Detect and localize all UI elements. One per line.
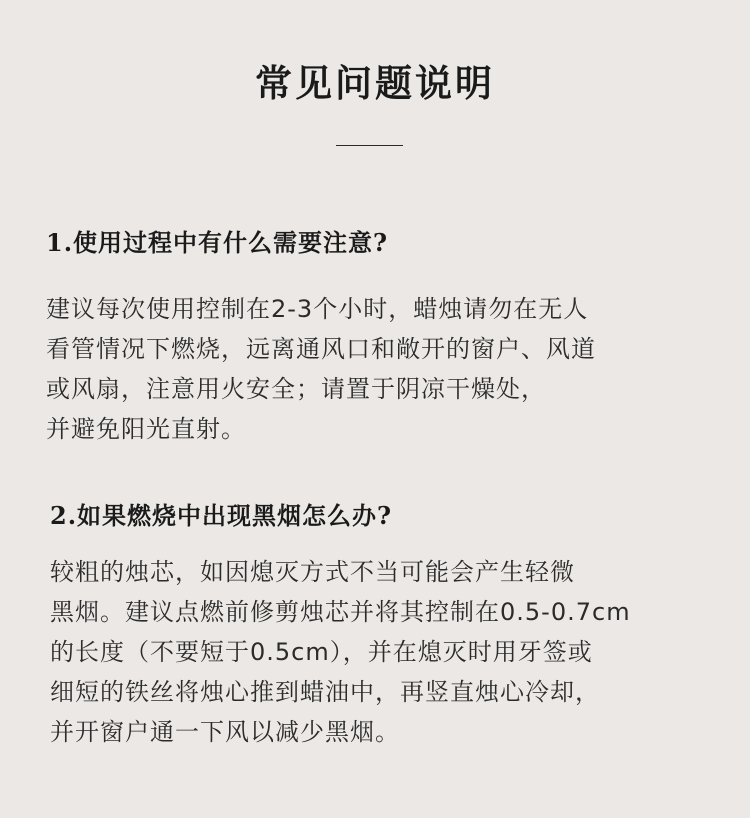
faq-question-1: 1.使用过程中有什么需要注意?: [46, 228, 389, 257]
answer-line: 或风扇，注意用火安全；请置于阴凉干燥处，: [46, 375, 546, 403]
answer-line: 看管情况下燃烧，远离通风口和敞开的窗户、风道: [46, 335, 596, 363]
answer-line: 并开窗户通一下风以减少黑烟。: [50, 718, 400, 746]
answer-line: 建议每次使用控制在2-3个小时，蜡烛请勿在无人: [46, 295, 589, 323]
answer-line: 黑烟。建议点燃前修剪烛芯并将其控制在0.5-0.7cm: [50, 598, 631, 626]
answer-line: 细短的铁丝将烛心推到蜡油中，再竖直烛心冷却，: [50, 678, 600, 706]
faq-question-2: 2.如果燃烧中出现黑烟怎么办?: [50, 501, 393, 530]
answer-line: 的长度（不要短于0.5cm），并在熄灭时用牙签或: [50, 638, 593, 666]
faq-answer-2: [50, 552, 631, 752]
title-divider: [336, 145, 403, 146]
answer-line: 较粗的烛芯，如因熄灭方式不当可能会产生轻微: [50, 558, 575, 586]
faq-answer-1: [46, 289, 596, 449]
page-title: 常见问题说明: [255, 61, 495, 105]
answer-line: 并避免阳光直射。: [46, 415, 246, 443]
